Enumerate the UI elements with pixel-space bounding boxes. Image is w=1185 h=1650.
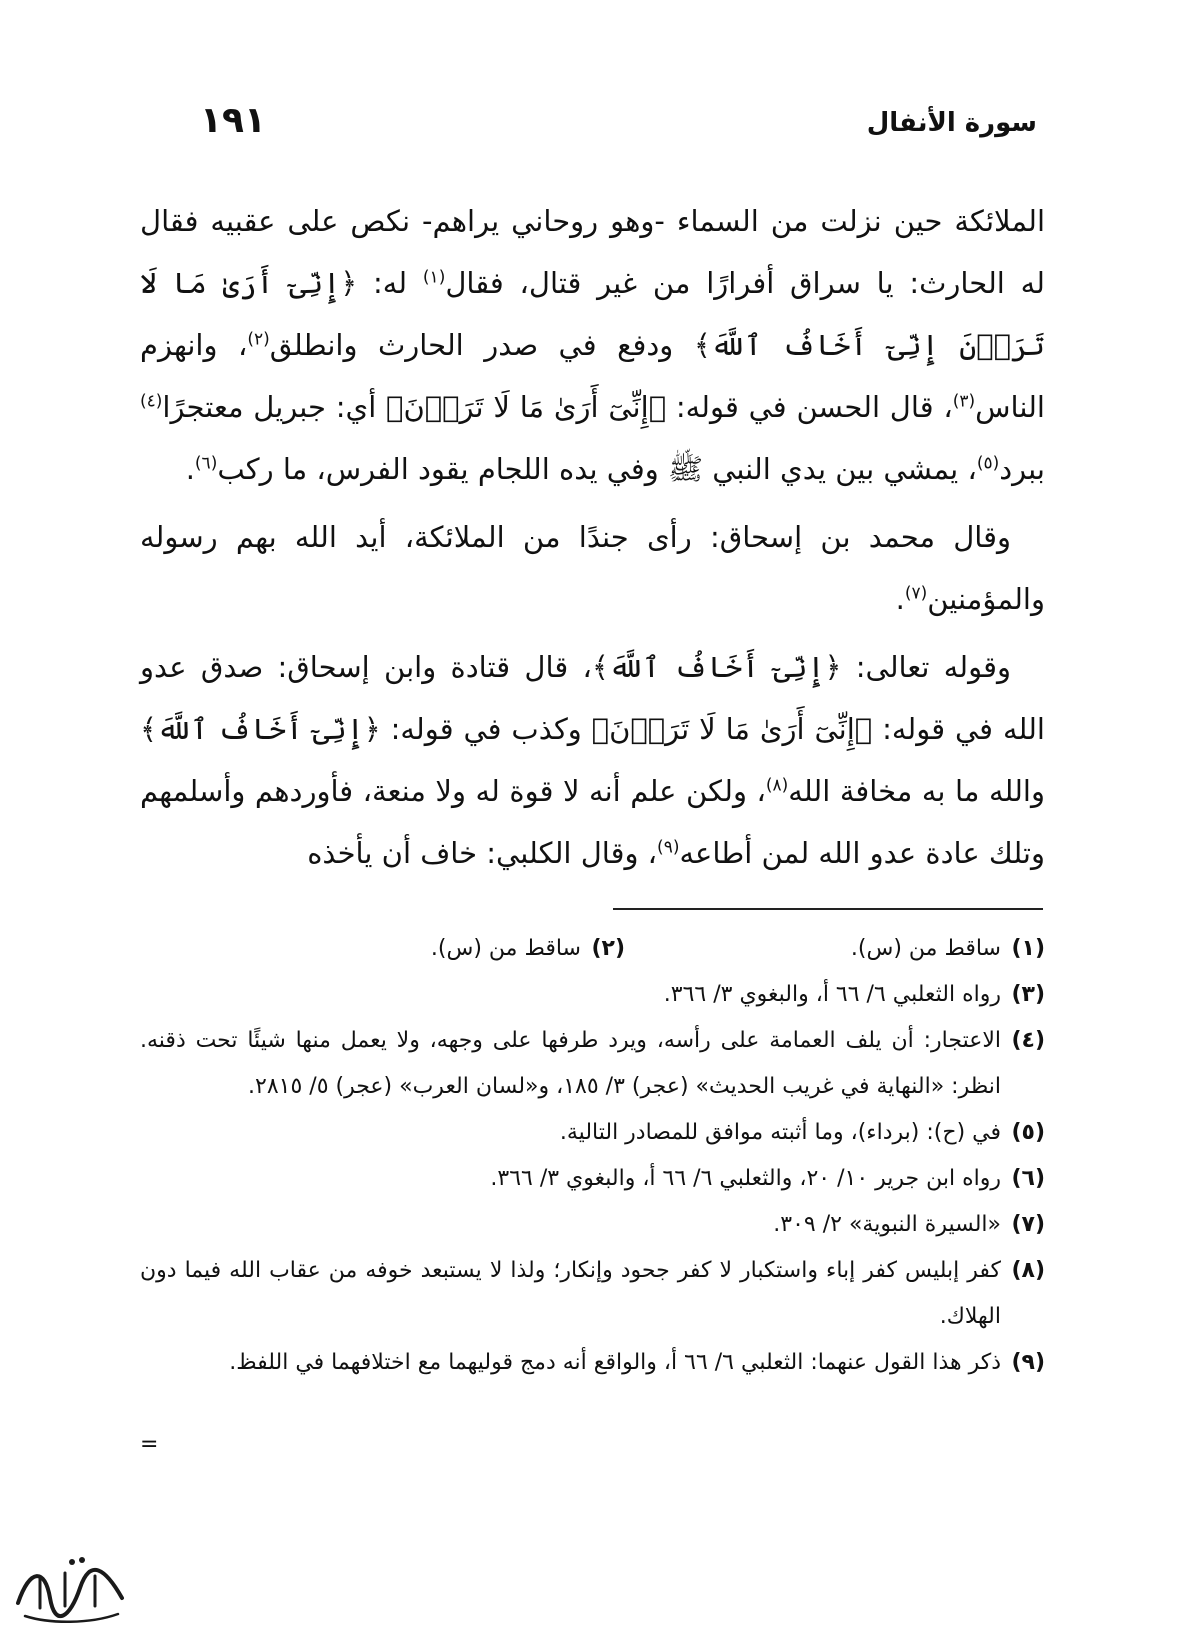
quran-quote: ﴿إِنِّىٓ أَرَىٰ مَا لَا تَرَوۡنَ﴾ (386, 390, 667, 424)
page-number: ١٩١ (200, 100, 266, 141)
footnote-text: ذكر هذا القول عنهما: الثعلبي ٦/ ٦٦ أ، والواقع أنه دمج قوليهما مع اختلافهما في اللفظ. (229, 1350, 1001, 1375)
quran-quote: ﴿إِنِّىٓ أَرَىٰ مَا لَا تَرَوۡنَ﴾ (591, 712, 873, 746)
paragraph-1: الملائكة حين نزلت من السماء -وهو روحاني يراهم- نكص على عقبيه فقال له الحارث: يا سراق أفرارًا من غير قتال، فقال$^{(١)}$ له: ﴿إِنِّىٓ أَرَىٰ مَا لَا تَرَوۡنَ إِنِّىٓ أَخَافُ ٱللَّهَ﴾ ودفع في صدر الحارث وانطلق$^{(٢)}$، وانهزم الناس$^{(٣)}$، قال الحسن في قوله: ﴿إِنِّىٓ أَرَىٰ مَا لَا تَرَوۡنَ﴾ أي: جبريل معتجرًا$^{(٤)}$ ببرد$^{(٥)}$، يمشي بين يدي النبي ﷺ وفي يده اللجام يقود الفرس، ما ركب$^{(٦)}$. (140, 204, 1045, 486)
footnote-1 (625, 926, 1045, 972)
footnote-divider (613, 908, 1043, 910)
continuation-mark: = (140, 1432, 159, 1457)
footnote-9 (140, 1340, 1045, 1386)
footnote-row (140, 926, 1045, 972)
footnote-8 (140, 1248, 1045, 1340)
paragraph-3: وقوله تعالى: ﴿إِنِّىٓ أَخَافُ ٱللَّهَ﴾، قال قتادة وابن إسحاق: صدق عدو الله في قوله: ﴿إِنِّىٓ أَرَىٰ مَا لَا تَرَوۡنَ﴾ وكذب في قوله: ﴿إِنِّىٓ أَخَافُ ٱللَّهَ﴾ والله ما به مخافة الله$^{(٨)}$، ولكن علم أنه لا قوة له ولا منعة، فأوردهم وأسلمهم وتلك عادة عدو الله لمن أطاعه$^{(٩)}$، وقال الكلبي: خاف أن يأخذه (140, 650, 1045, 870)
footnote-4 (140, 1018, 1045, 1110)
quran-quote: ﴿إِنِّىٓ أَرَىٰ مَا لَا تَرَوۡنَ إِنِّىٓ أَخَافُ ٱللَّهَ﴾ (140, 266, 1045, 362)
footnote-ref-5[interactable]: (٥) (976, 453, 1000, 474)
footnote-6 (140, 1156, 1045, 1202)
quran-quote: ﴿إِنِّىٓ أَخَافُ ٱللَّهَ﴾ (591, 650, 842, 684)
footnote-text: رواه ابن جرير ١٠/ ٢٠، والثعلبي ٦/ ٦٦ أ، والبغوي ٣/ ٣٦٦. (490, 1166, 1001, 1191)
footnote-number: (١) (1011, 936, 1045, 961)
footnote-ref-1[interactable]: (١) (422, 267, 446, 288)
footnote-number: (٩) (1011, 1350, 1045, 1375)
footnote-ref-9[interactable]: (٩) (657, 837, 680, 858)
footnote-ref-3[interactable]: (٣) (952, 391, 976, 412)
footnote-number: (٧) (1011, 1212, 1045, 1237)
footnote-text: «السيرة النبوية» ٢/ ٣٠٩. (773, 1212, 1001, 1237)
page-header (140, 100, 1045, 150)
footnote-text: ساقط من (س). (850, 936, 1001, 961)
footnote-number: (٢) (591, 936, 625, 961)
footnote-ref-8[interactable]: (٨) (765, 775, 789, 796)
footnote-number: (٨) (1011, 1258, 1045, 1283)
footnote-text: رواه الثعلبي ٦/ ٦٦ أ، والبغوي ٣/ ٣٦٦. (663, 982, 1001, 1007)
footnote-text: في (ح): (برداء)، وما أثبته موافق للمصادر التالية. (559, 1120, 1001, 1145)
footnote-text: الاعتجار: أن يلف العمامة على رأسه، ويرد طرفها على وجهه، ولا يعمل منها شيئًا تحت ذقنه. انظر: «النهاية في غريب الحديث» (عجر) ٣/ ١٨٥، و«لسان العرب» (عجر) ٥/ ٢٨١٥. (140, 1028, 1001, 1099)
footnote-text: ساقط من (س). (430, 936, 581, 961)
footnote-ref-6[interactable]: (٦) (194, 453, 218, 474)
footnote-2 (205, 926, 625, 972)
footnote-ref-2[interactable]: (٢) (247, 329, 270, 350)
footnote-number: (٣) (1011, 982, 1045, 1007)
main-text (140, 190, 1045, 890)
footnote-ref-4[interactable]: (٤) (140, 391, 163, 412)
footnote-number: (٥) (1011, 1120, 1045, 1145)
footnote-text: كفر إبليس كفر إباء واستكبار لا كفر جحود وإنكار؛ ولذا لا يستبعد خوفه من عقاب الله فيما دون الهلاك. (140, 1258, 1001, 1329)
quran-quote: ﴿إِنِّىٓ أَخَافُ ٱللَّهَ﴾ (140, 712, 381, 746)
footnotes-section (140, 926, 1045, 1386)
footnote-7 (140, 1202, 1045, 1248)
footnote-5 (140, 1110, 1045, 1156)
footnote-number: (٤) (1011, 1028, 1045, 1053)
footnote-number: (٦) (1011, 1166, 1045, 1191)
paragraph-2: وقال محمد بن إسحاق: رأى جندًا من الملائكة، أيد الله بهم رسوله والمؤمنين$^{(٧)}$. (140, 520, 1045, 616)
footnote-ref-7[interactable]: (٧) (904, 583, 928, 604)
surah-title: سورة الأنفال (866, 108, 1037, 138)
calligraphic-logo-icon (10, 1548, 130, 1628)
footnote-3 (140, 972, 1045, 1018)
